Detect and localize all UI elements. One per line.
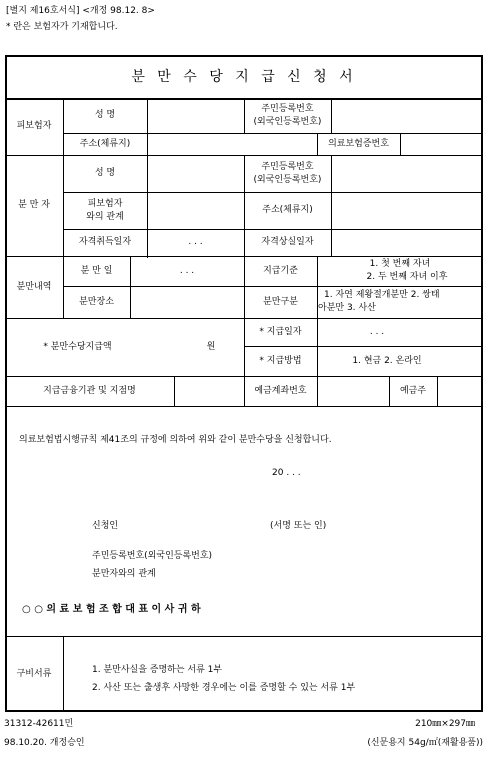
- mother-section-label: 분 만 자: [18, 200, 50, 210]
- lost-date-label: 자격상실일자: [261, 237, 314, 247]
- holder-field[interactable]: [438, 377, 482, 405]
- birth-date-field[interactable]: . . .: [179, 265, 195, 276]
- birth-place-field[interactable]: [131, 287, 243, 317]
- rrn-label-line2: (외국인등록번호): [253, 116, 322, 127]
- criteria-option-1: 1. 첫 번째 자녀: [369, 259, 431, 269]
- criteria-option-2: 2. 두 번째 자녀 이후: [366, 272, 448, 282]
- rule: [5, 406, 483, 407]
- bank-label: 지급금융기관 및 지점명: [43, 385, 136, 396]
- bank-field[interactable]: [175, 377, 243, 405]
- documents-label: 구비서류: [16, 668, 52, 679]
- account-field[interactable]: [318, 377, 388, 405]
- form-title: 분 만 수 당 지 급 신 청 서: [131, 68, 357, 85]
- insured-address-field[interactable]: [148, 134, 316, 154]
- mother-name-label: 성 명: [94, 168, 116, 178]
- mother-name-field[interactable]: [148, 156, 243, 191]
- insurance-card-label: 의료보험증번호: [328, 138, 389, 149]
- relation-label-line2: 와의 관계: [86, 211, 124, 222]
- declaration-text: 의료보험법시행규칙 제41조의 규정에 의하여 위와 같이 분만수당을 신청합니다.: [19, 435, 332, 445]
- rule: [5, 636, 483, 637]
- criteria-options[interactable]: [317, 256, 483, 286]
- relation-label: [63, 192, 147, 229]
- insured-address-label: 주소(체류지): [79, 138, 131, 149]
- amount-field[interactable]: [150, 319, 200, 375]
- mother-rrn-field[interactable]: [332, 156, 482, 191]
- lost-date-field[interactable]: [332, 230, 482, 255]
- mother-rrn-label: [244, 155, 331, 192]
- mother-address-label: 주소(체류지): [262, 205, 313, 215]
- payment-date-label: * 지급일자: [259, 326, 302, 337]
- criteria-label: 지급기준: [263, 265, 298, 276]
- payment-method-options[interactable]: 1. 현금 2. 온라인: [352, 355, 422, 366]
- application-date[interactable]: 20 . . .: [272, 468, 301, 478]
- relation-field[interactable]: [148, 193, 243, 228]
- recipient: ○ ○ 의 료 보 험 조 합 대 표 이 사 귀 하: [22, 604, 201, 615]
- footer-size: 210㎜×297㎜: [415, 719, 475, 729]
- account-label: 예금계좌번호: [254, 385, 307, 396]
- applicant-rrn-label: 주민등록번호(외국인등록번호): [92, 551, 213, 561]
- birth-type-label: 분만구분: [263, 296, 298, 307]
- mother-address-field[interactable]: [332, 193, 482, 228]
- insured-name-field[interactable]: [148, 99, 243, 132]
- insured-name-label: 성 명: [94, 110, 116, 120]
- rrn-label-line1: 주민등록번호: [261, 103, 314, 114]
- birth-section-label: 분만내역: [16, 281, 52, 292]
- birth-place-label: 분만장소: [79, 296, 114, 307]
- relation-label-line1: 피보험자: [87, 198, 123, 209]
- rule: [63, 636, 64, 712]
- footer-paper: (신문용지 54g/㎡(재활용품)): [367, 738, 483, 748]
- applicant-field[interactable]: [130, 514, 260, 532]
- payment-method-label: * 지급방법: [259, 355, 302, 366]
- amount-label: * 분만수당지급액: [43, 341, 112, 352]
- rrn-label-line2: (외국인등록번호): [253, 174, 322, 185]
- birth-type-options[interactable]: [318, 286, 482, 318]
- birth-type-line1: 1. 자연 제왕절개분만 2. 쌍태: [324, 290, 440, 300]
- applicant-label: 신청인: [92, 521, 119, 531]
- rrn-label-line1: 주민등록번호: [261, 161, 314, 172]
- applicant-relation-label: 분만자와의 관계: [92, 569, 156, 579]
- form-number: [별지 제16호서식] <개정 98.12. 8>: [6, 6, 155, 16]
- insured-rrn-label: [244, 98, 331, 133]
- insured-section-label: 피보험자: [16, 121, 52, 131]
- amount-unit: 원: [206, 341, 216, 352]
- holder-label: 예금주: [399, 385, 427, 396]
- acquired-date-label: 자격취득일자: [78, 237, 132, 247]
- acquired-date-field[interactable]: . . .: [188, 237, 203, 247]
- document-item-2: 2. 사산 또는 출생후 사망한 경우에는 이를 증명할 수 있는 서류 1부: [92, 683, 356, 693]
- birth-type-line2: 아분만 3. 사산: [318, 303, 376, 313]
- document-item-1: 1. 분만사실을 증명하는 서류 1부: [92, 665, 223, 675]
- footer-code: 31312-42611민: [4, 719, 74, 729]
- birth-date-label: 분 만 일: [80, 265, 113, 276]
- payment-date-field[interactable]: . . .: [369, 326, 385, 337]
- signature-note: (서명 또는 인): [270, 521, 327, 531]
- form-note: * 란은 보험자가 기재합니다.: [6, 22, 118, 32]
- insured-rrn-field[interactable]: [332, 99, 482, 132]
- footer-approval: 98.10.20. 개정승인: [4, 738, 85, 748]
- insurance-card-field[interactable]: [401, 134, 482, 154]
